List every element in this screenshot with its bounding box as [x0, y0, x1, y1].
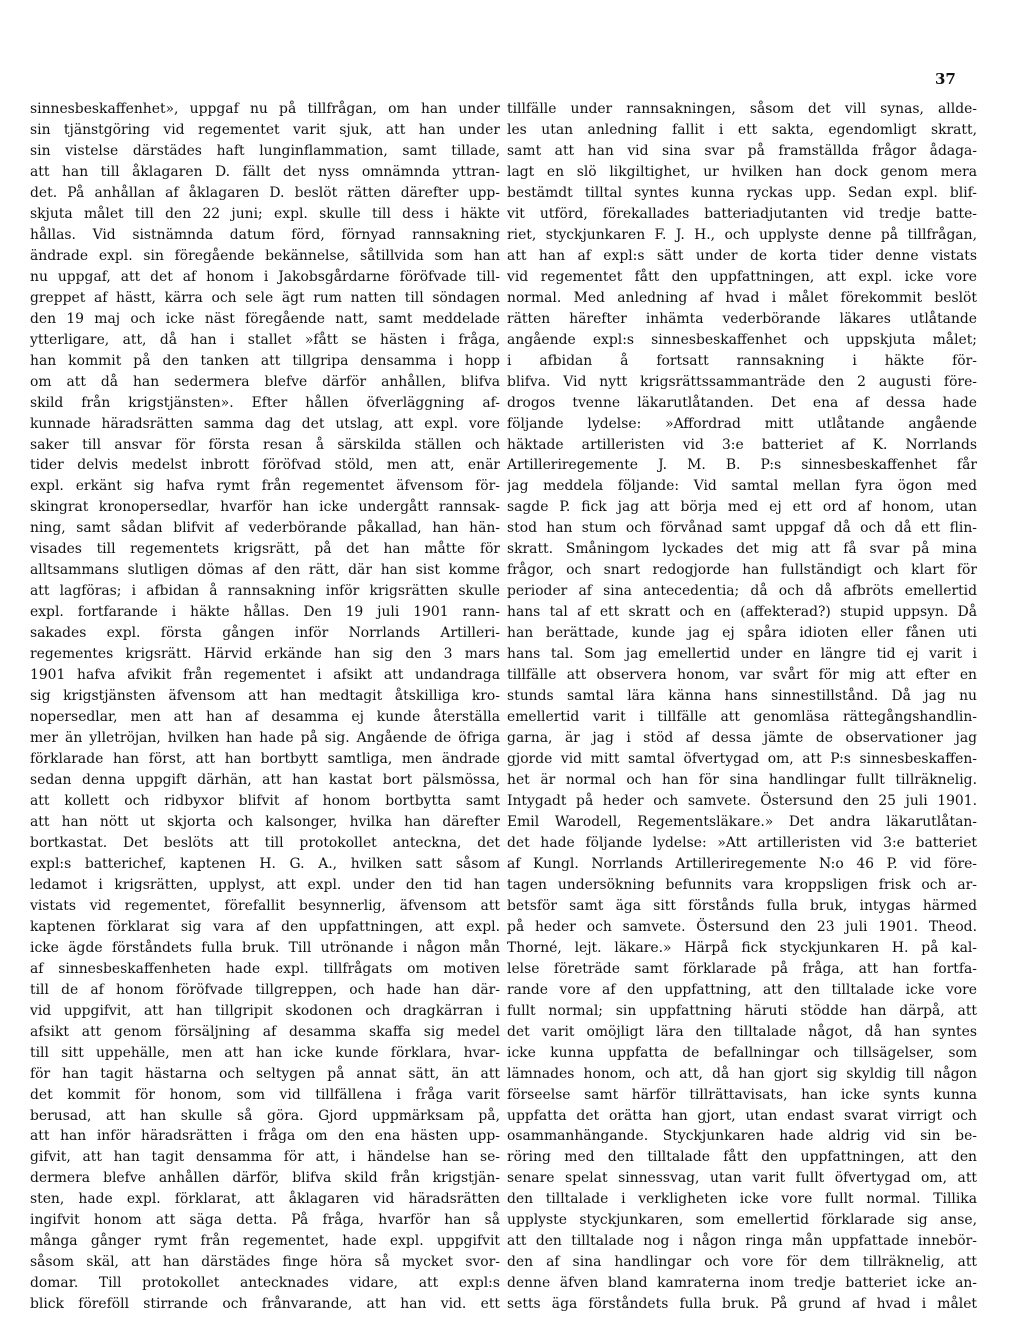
text-line: perioder af sina antecedentia; då och då afbröts emellertid — [507, 583, 977, 600]
text-line: stod han stum och förvånad samt uppgaf då och då ett flin- — [507, 520, 977, 537]
text-line: om att då han sedermera blefve därför anhållen, blifva — [30, 373, 500, 390]
text-line: den 19 maj och icke näst föregående natt, samt meddelade — [30, 310, 500, 327]
text-line: af Kungl. Norrlands Artilleriregemente N:o 46 P. vid före- — [507, 855, 977, 872]
text-line: sten, hade expl. förklarat, att åklagaren vid häradsrätten — [30, 1191, 500, 1208]
text-line: sin tjänstgöring vid regementet varit sjuk, att han under — [30, 121, 500, 138]
left-text-column — [30, 99, 500, 1315]
text-line: sin vistelse därstädes haft lunginflammation, samt tillade, — [30, 142, 500, 159]
text-line: osammanhängande. Styckjunkaren hade aldrig vid sin be- — [507, 1128, 977, 1145]
text-line: att han af expl:s sätt under de korta tider denne vistats — [507, 247, 977, 264]
text-line: att han inför häradsrätten i fråga om den ena hästen upp- — [30, 1128, 500, 1145]
text-line: 1901 hafva afvikit från regementet i afsikt att undandraga — [30, 667, 500, 684]
text-line: tillfälle att observera honom, var svårt för mig att efter en — [507, 667, 977, 684]
text-line: många gånger rymt från regementet, hade expl. uppgifvit — [30, 1233, 500, 1250]
text-line: garna, är jag i stöd af dessa jämte de observationer jag — [507, 730, 977, 747]
text-line: sig krigstjänsten äfvensom att han medtagit åtskilliga kro- — [30, 688, 500, 705]
text-line: vid uppgifvit, att han tillgripit skodonen och dragkärran i — [30, 1002, 500, 1019]
text-line: alltsammans slutligen dömas af den rätt, där han sist komme — [30, 562, 500, 579]
text-line: upplyste styckjunkaren, som emellertid förklarade sig anse, — [507, 1212, 977, 1229]
text-line: Intygadt på heder och samvete. Östersund den 25 juli 1901. — [507, 792, 977, 809]
text-line: hållas. Vid sistnämnda datum förd, förnyad rannsakning — [30, 226, 500, 243]
text-line: gifvit, att han tagit densamma för att, i händelse han se- — [30, 1149, 500, 1166]
text-line: rätten härefter inhämta vederbörande läkares utlåtande — [507, 310, 977, 327]
text-line: det. På anhållan af åklagaren D. beslöt rätten därefter upp- — [30, 184, 500, 201]
text-line: fullt normal; sin uppfattning häruti stödde han därpå, att — [507, 1002, 977, 1019]
text-line: sagde P. fick jag att börja med ej ett ord af honom, utan — [507, 499, 977, 516]
text-line: visades till regementets krigsrätt, på det han måtte för — [30, 541, 500, 558]
text-line: het är normal och han för sina handlingar fullt tillräknelig. — [507, 772, 977, 788]
text-line: skjuta målet till den 22 juni; expl. skulle till dess i häkte — [30, 205, 500, 222]
text-line: af sinnesbeskaffenheten hade expl. tillfrågats om motiven — [30, 960, 500, 977]
text-line: normal. Med anledning af hvad i målet förekommit beslöt — [507, 289, 977, 306]
text-line: att kollett och ridbyxor blifvit af honom bortbytta samt — [30, 792, 500, 809]
text-line: Artilleriregemente J. M. B. P:s sinnesbeskaffenhet får — [507, 457, 977, 474]
text-line: Emil Warodell, Regementsläkare.» Det andra läkarutlåtan- — [507, 813, 977, 830]
text-line: kunnade häradsrätten samma dag det utslag, att expl. vore — [30, 415, 500, 432]
text-line: vit utförd, förekallades batteriadjutanten vid tredje batte- — [507, 205, 977, 222]
text-line: för han tagit hästarna och seltygen på annat sätt, än att — [30, 1065, 500, 1082]
text-line: betsför samt äga sitt förstånds fulla bruk, intygas härmed — [507, 897, 977, 914]
text-line: att han nött ut skjorta och kalsonger, hvilka han därefter — [30, 813, 500, 830]
text-line: ning, samt sådan blifvit af vederbörande påkallad, han hän- — [30, 520, 500, 537]
text-line: skratt. Småningom lyckades det mig att få svar på mina — [507, 541, 977, 558]
text-line: hans tal af ett skratt och en (affekterad?) stupid uppsyn. Då — [507, 604, 977, 621]
text-line: lagt en slö likgiltighet, ur hvilken han dock genom mera — [507, 163, 977, 180]
text-line: att den tilltalade nog i någon ringa mån uppfattade innebör- — [507, 1233, 977, 1250]
text-line: tider delvis medelst inbrott föröfvad stöld, men att, enär — [30, 457, 500, 474]
text-line: lämnades honom, och att, då han gjort sig skyldig till någon — [507, 1065, 977, 1082]
text-line: mer än ylletröjan, hvilken han hade på sig. Angående de öfriga — [30, 730, 500, 747]
text-line: vistats vid regementet, förefallit besynnerlig, äfvensom att — [30, 897, 500, 914]
page-number: 37 — [935, 70, 956, 88]
text-line: den af sina handlingar och vore för dem tillräknelig, att — [507, 1254, 977, 1271]
text-line: saker till ansvar för första resan å särskilda ställen och — [30, 436, 500, 453]
text-line: berusad, att han skulle så göra. Gjord uppmärksam på, — [30, 1107, 500, 1124]
text-line: regementes krigsrätt. Härvid erkände han sig den 3 mars — [30, 646, 500, 663]
right-text-column — [507, 99, 977, 1315]
text-line: blick föreföll stirrande och frånvarande, att han vid. ett — [30, 1296, 500, 1313]
text-line: expl. erkänt sig hafva rymt från regementet äfvensom för- — [30, 478, 500, 495]
text-line: afsikt att genom försäljning af desamma skaffa sig medel — [30, 1023, 500, 1040]
text-line: expl:s batterichef, kaptenen H. G. A., hvilken satt såsom — [30, 855, 500, 872]
text-line: emellertid varit i tillfälle att genomläsa rättegångshandlin- — [507, 709, 977, 726]
text-line: gjorde vid mitt samtal öfvertygad om, att P:s sinnesbeskaffen- — [507, 751, 977, 768]
text-line: på heder och samvete. Östersund den 23 juli 1901. Theod. — [507, 918, 977, 935]
text-line: setts äga förståndets fulla bruk. På grund af hvad i målet — [507, 1296, 977, 1313]
text-line: icke ägde förståndets fulla bruk. Till utrönande i någon mån — [30, 939, 500, 956]
text-line: icke kunna uppfatta de befallningar och tillsägelser, som — [507, 1044, 977, 1061]
text-line: ingifvit honom att säga detta. På fråga, hvarför han så — [30, 1212, 500, 1229]
text-line: stunds samtal lära känna hans sinnestillstånd. Då jag nu — [507, 688, 977, 705]
text-line: bestämdt tilltal syntes kunna ryckas upp. Sedan expl. blif- — [507, 184, 977, 201]
text-line: följande lydelse: »Affordrad mitt utlåtande angående — [507, 415, 977, 432]
text-line: bortkastat. Det beslöts att till protokollet anteckna, det — [30, 834, 500, 851]
text-line: Thorné, lejt. läkare.» Härpå fick styckjunkaren H. på kal- — [507, 939, 977, 956]
text-line: förseelse samt härför tillrättavisats, han icke synts kunna — [507, 1086, 977, 1103]
text-line: ändrade expl. sin föregående bekännelse, såtillvida som han — [30, 247, 500, 264]
text-line: det hade följande lydelse: »Att artilleristen vid 3:e batteriet — [507, 834, 977, 851]
text-line: senare spelat sinnessvag, utan varit fullt öfvertygad om, att — [507, 1170, 977, 1187]
text-line: greppet af hästt, kärra och sele ägt rum natten till söndagen — [30, 289, 500, 306]
text-line: såsom skäl, att han därstädes finge höra så mycket svor- — [30, 1254, 500, 1271]
text-line: ytterligare, att, då han i stallet »fått se hästen i fråga, — [30, 331, 500, 348]
text-line: han berättade, kunde jag ej spåra idioten eller fånen uti — [507, 625, 977, 642]
text-line: förklarade han först, att han bortbytt samtliga, men ändrade — [30, 751, 500, 768]
text-line: ledamot i krigsrätten, upplyst, att expl. under den tid han — [30, 876, 500, 893]
text-line: skild från krigstjänsten». Efter hållen öfverläggning af- — [30, 394, 500, 411]
text-line: tillfälle under rannsakningen, såsom det vill synas, allde- — [507, 101, 977, 117]
text-line: dermera blefve anhållen därför, blifva skild från krigstjän- — [30, 1170, 500, 1187]
text-line: angående expl:s sinnesbeskaffenhet och uppskjuta målet; — [507, 331, 977, 348]
text-line: till de af honom föröfvade tillgreppen, och hade han där- — [30, 981, 500, 998]
text-line: kaptenen förklarat sig vara af den uppfattningen, att expl. — [30, 918, 500, 935]
text-line: lelse företräde samt förklarade på fråga, att han fortfa- — [507, 960, 977, 977]
text-line: vid regementet fått den uppfattningen, att expl. icke vore — [507, 268, 977, 285]
text-line: les utan anledning fallit i ett sakta, egendomligt skratt, — [507, 121, 977, 138]
text-line: i afbidan å fortsatt rannsakning i häkte för- — [507, 352, 977, 369]
text-line: denne äfven bland kamraterna inom tredje batteriet icke an- — [507, 1275, 977, 1292]
text-line: frågor, och snart redogjorde han fullständigt och klart för — [507, 562, 977, 579]
text-line: domar. Till protokollet antecknades vidare, att expl:s — [30, 1275, 500, 1292]
text-line: riet, styckjunkaren F. J. H., och upplyste denne på tillfrågan, — [507, 226, 977, 243]
text-line: sedan denna uppgift därhän, att han kastat bort pälsmössa, — [30, 772, 500, 788]
text-line: sinnesbeskaffenhet», uppgaf nu på tillfrågan, om han under — [30, 101, 500, 117]
text-line: nu uppgaf, att det af honom i Jakobsgårdarne föröfvade till- — [30, 268, 500, 285]
text-line: skingrat kronopersedlar, hvarför han icke undergått rannsak- — [30, 499, 500, 516]
text-line: samt att han vid sina svar på framställda frågor ådaga- — [507, 142, 977, 159]
text-line: hans tal. Som jag emellertid under en längre tid ej varit i — [507, 646, 977, 663]
text-line: expl. fortfarande i häkte hållas. Den 19 juli 1901 rann- — [30, 604, 500, 621]
text-line: det varit omöjligt lära den tilltalade något, då han syntes — [507, 1023, 977, 1040]
text-line: att lagföras; i afbidan å rannsakning inför krigsrätten skulle — [30, 583, 500, 600]
text-line: röring med den tilltalade fått den uppfattningen, att den — [507, 1149, 977, 1166]
text-line: till sitt uppehälle, men att han icke kunde förklara, hvar- — [30, 1044, 500, 1061]
text-line: rande vore af den uppfattning, att den tilltalade icke vore — [507, 981, 977, 998]
text-line: blifva. Vid nytt krigsrättssammanträde den 2 augusti före- — [507, 373, 977, 390]
text-line: häktade artilleristen vid 3:e batteriet af K. Norrlands — [507, 436, 977, 453]
text-line: att han till åklagaren D. fällt det nyss omnämnda yttran- — [30, 163, 500, 180]
text-line: sakades expl. första gången inför Norrlands Artilleri- — [30, 625, 500, 642]
text-line: nopersedlar, men att han af desamma ej kunde återställa — [30, 709, 500, 726]
text-line: drogos tvenne läkarutlåtanden. Det ena af dessa hade — [507, 394, 977, 411]
text-line: tagen undersökning befunnits vara kroppsligen frisk och ar- — [507, 876, 977, 893]
text-line: han kommit på den tanken att tillgripa densamma i hopp — [30, 352, 500, 369]
text-line: den tilltalade i verkligheten icke vore fullt normal. Tillika — [507, 1191, 977, 1208]
text-line: uppfatta det orätta han gjort, utan endast svarat virrigt och — [507, 1107, 977, 1124]
text-line: jag meddela följande: Vid samtal mellan fyra ögon med — [507, 478, 977, 495]
text-line: det kommit för honom, som vid tillfällena i fråga varit — [30, 1086, 500, 1103]
